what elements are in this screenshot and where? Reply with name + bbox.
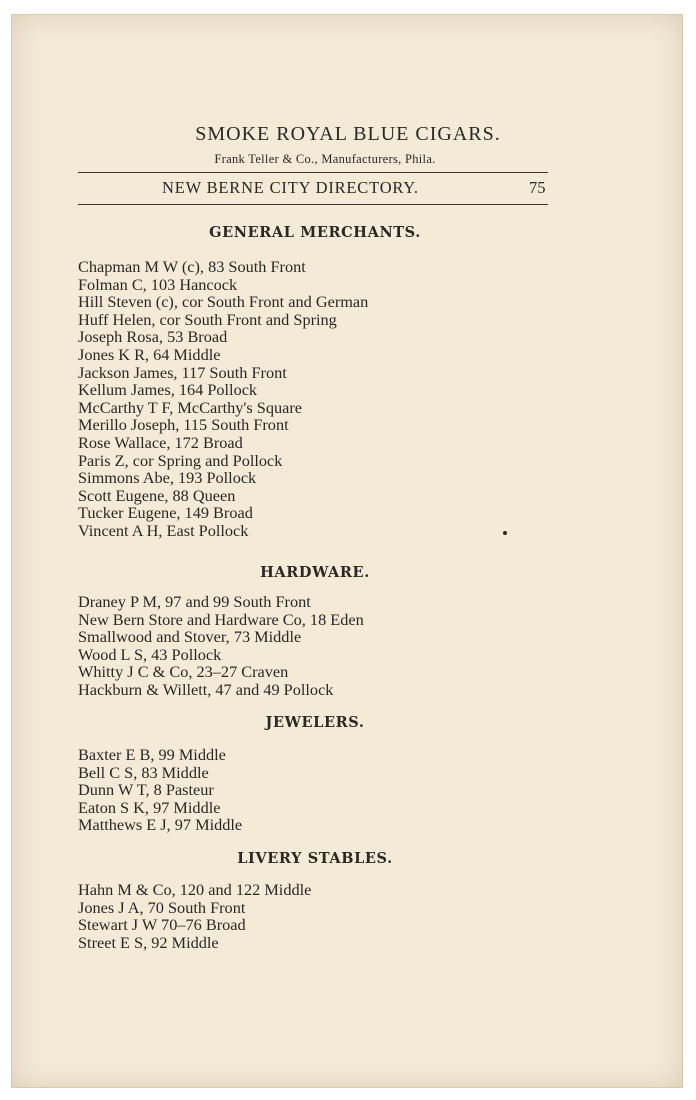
jewelers-list [78,746,242,834]
list-item: Jackson James, 117 South Front [78,362,287,382]
advertisement-headline: SMOKE ROYAL BLUE CIGARS. [195,123,501,145]
general-merchants-list [78,258,368,540]
livery-stables-list [78,881,311,951]
list-item: Scott Eugene, 88 Queen [78,485,236,505]
list-item: Matthews E J, 97 Middle [78,815,243,835]
list-item: Vincent A H, East Pollock [78,520,249,540]
list-item: Rose Wallace, 172 Broad [78,432,243,452]
list-item: Hackburn & Willett, 47 and 49 Pollock [78,679,334,699]
advertisement-subline: Frank Teller & Co., Manufacturers, Phila. [214,152,436,166]
page-number: 75 [529,178,546,197]
list-item: Bell C S, 83 Middle [78,762,209,782]
list-item: New Bern Store and Hardware Co, 18 Eden [78,609,364,629]
section-title-jewelers: JEWELERS. [265,714,365,731]
list-item: Street E S, 92 Middle [78,932,219,952]
list-item: Simmons Abe, 193 Pollock [78,468,257,488]
list-item: Paris Z, cor Spring and Pollock [78,450,283,470]
list-item: Whitty J C & Co, 23–27 Craven [78,662,289,682]
ink-speck [503,531,507,535]
header-rule-bottom [78,204,548,205]
list-item: Huff Helen, cor South Front and Spring [78,309,337,329]
list-item: Folman C, 103 Hancock [78,274,238,294]
section-title-general-merchants: GENERAL MERCHANTS. [209,224,421,241]
list-item: Stewart J W 70–76 Broad [78,915,246,935]
list-item: Merillo Joseph, 115 South Front [78,415,289,435]
section-title-livery-stables: LIVERY STABLES. [237,850,393,867]
directory-page [11,14,683,1088]
list-item: Joseph Rosa, 53 Broad [78,327,228,347]
list-item: Jones J A, 70 South Front [78,897,246,917]
list-item: Kellum James, 164 Pollock [78,380,258,400]
list-item: Draney P M, 97 and 99 South Front [78,592,311,611]
header-rule-top [78,172,548,173]
list-item: Wood L S, 43 Pollock [78,644,222,664]
list-item: Hahn M & Co, 120 and 122 Middle [78,880,312,899]
hardware-list [78,593,364,699]
list-item: McCarthy T F, McCarthy's Square [78,397,302,417]
list-item: Baxter E B, 99 Middle [78,745,226,764]
list-item: Hill Steven (c), cor South Front and German [78,292,369,312]
running-header-title: NEW BERNE CITY DIRECTORY. [162,178,419,197]
list-item: Dunn W T, 8 Pasteur [78,780,214,800]
list-item: Jones K R, 64 Middle [78,344,221,364]
list-item: Tucker Eugene, 149 Broad [78,503,253,523]
list-item: Eaton S K, 97 Middle [78,797,221,817]
list-item: Smallwood and Stover, 73 Middle [78,627,302,647]
list-item: Chapman M W (c), 83 South Front [78,257,306,276]
section-title-hardware: HARDWARE. [260,564,370,581]
